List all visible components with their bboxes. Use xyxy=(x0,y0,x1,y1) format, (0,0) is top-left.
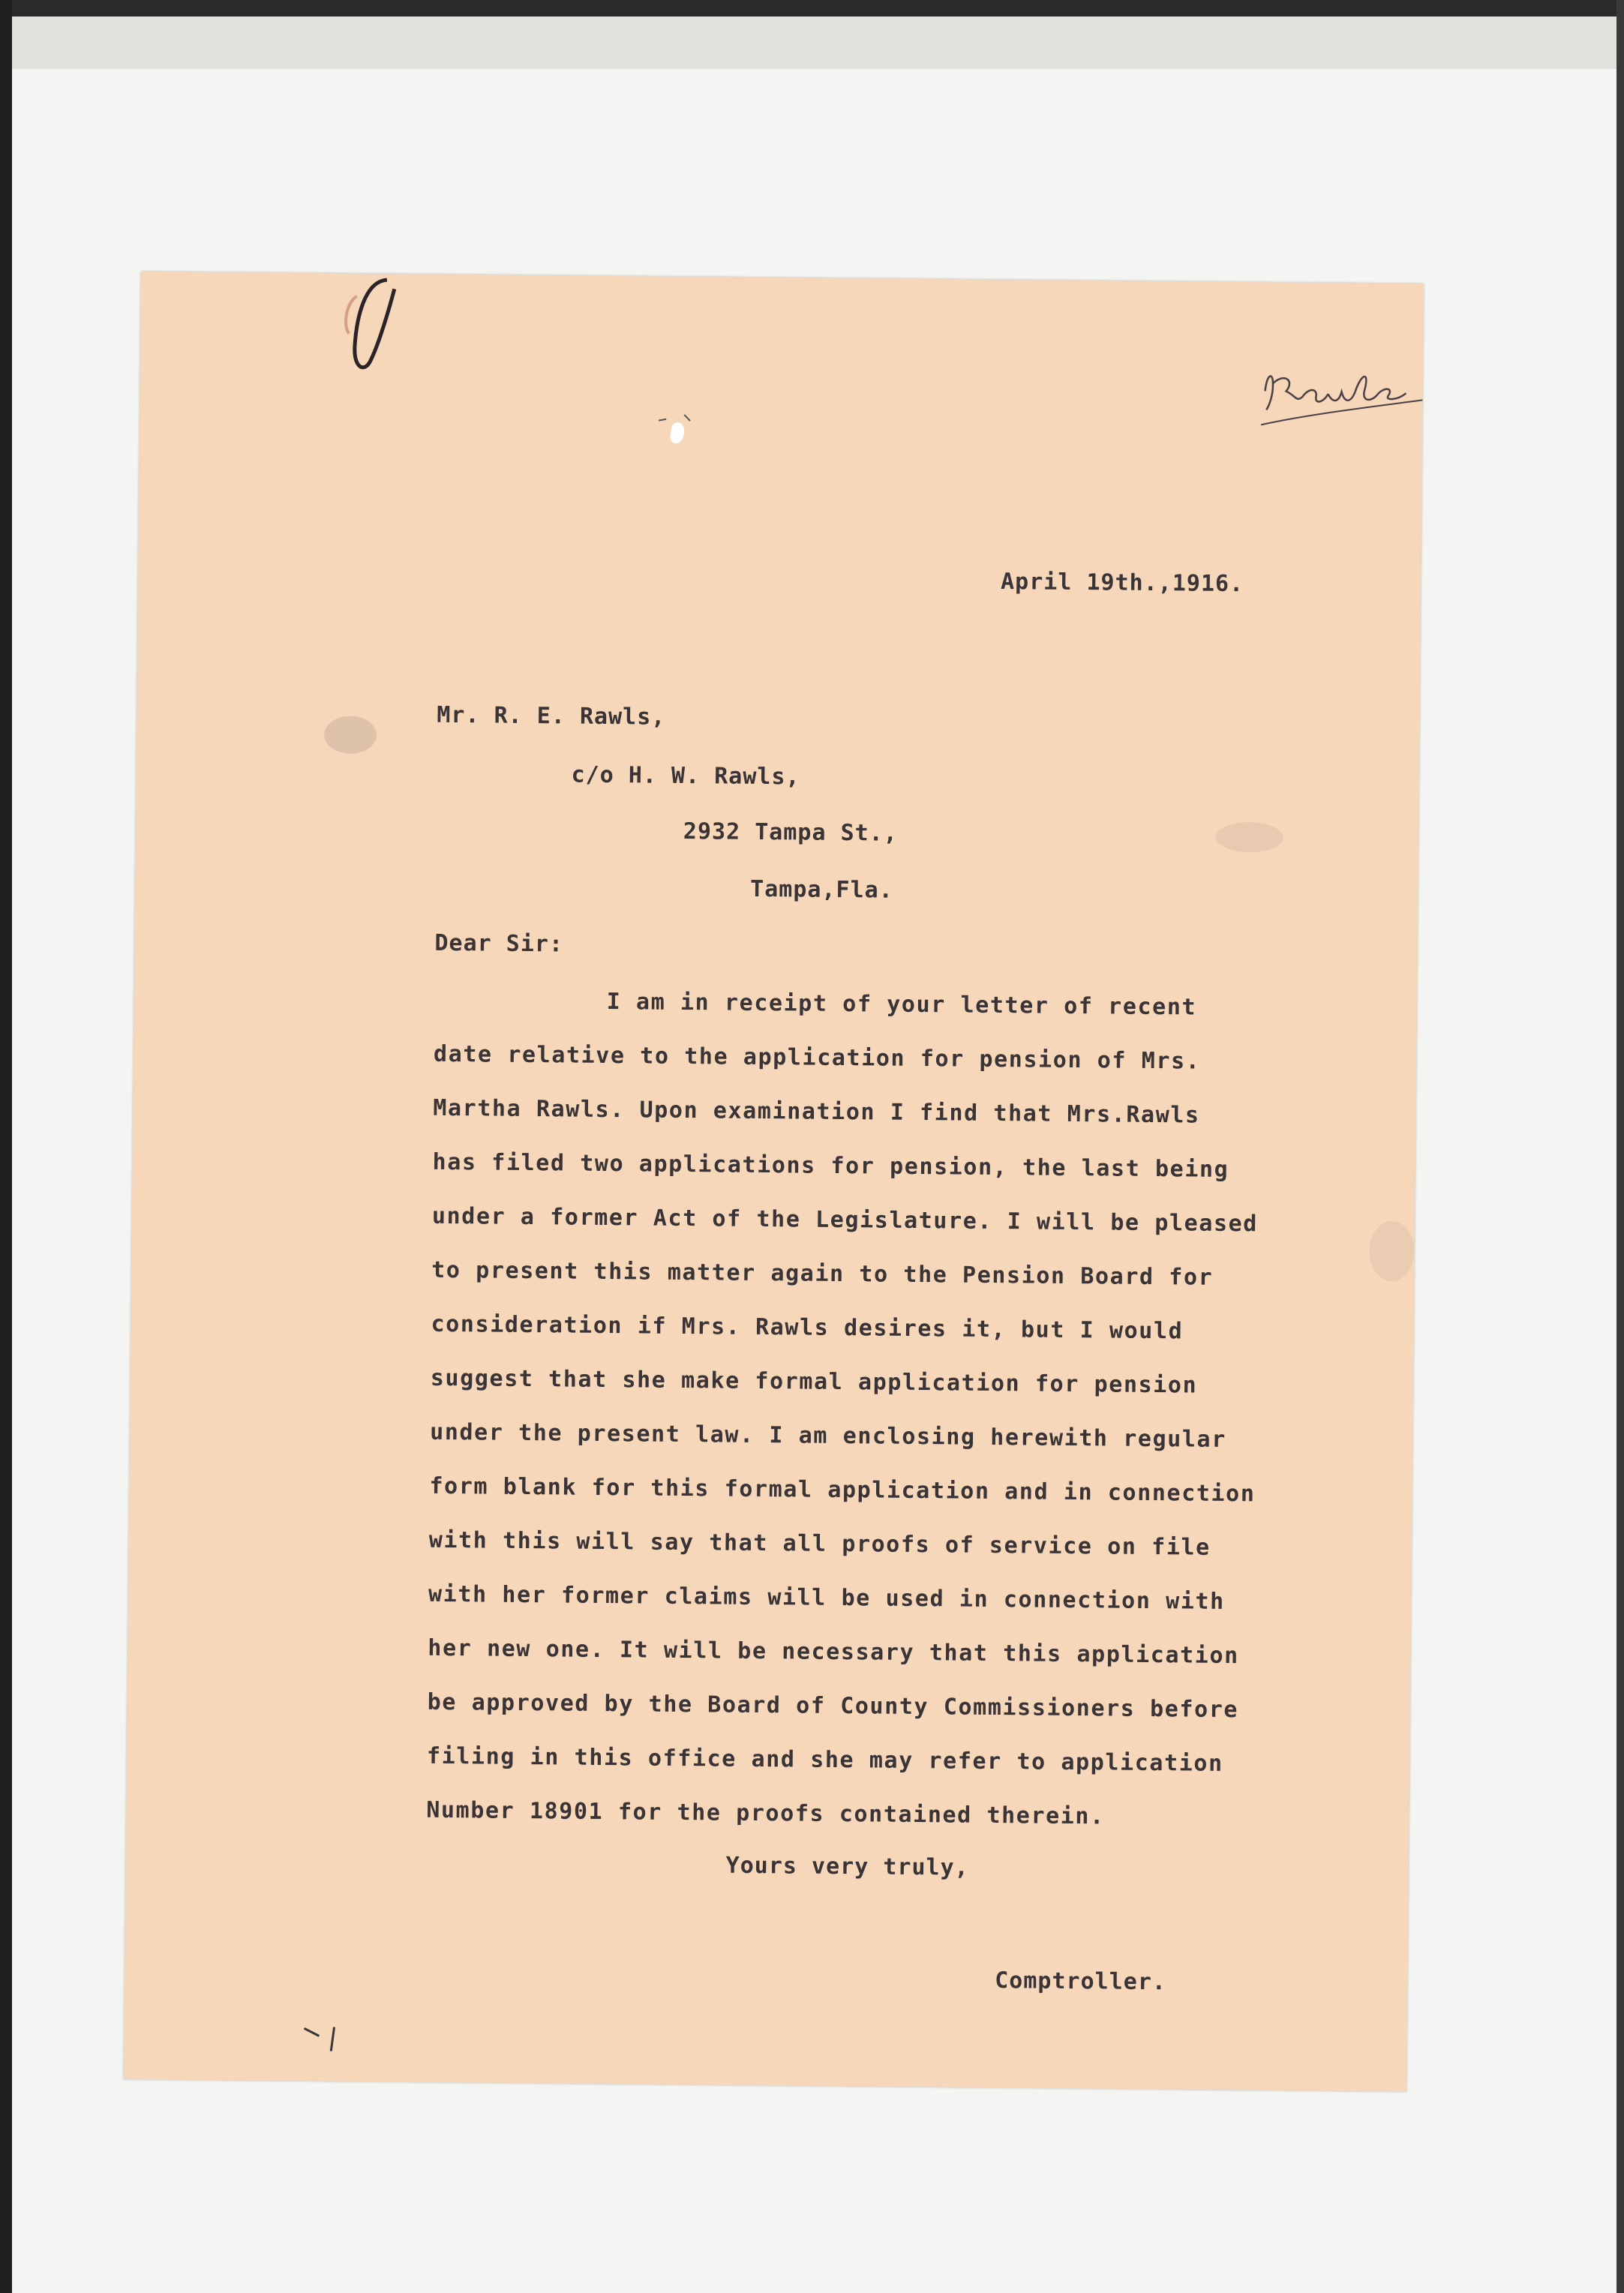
body-line: with this will say that all proofs of service on file xyxy=(428,1526,1211,1561)
closing: Yours very truly, xyxy=(725,1852,969,1881)
body-line: be approved by the Board of County Commissioners before xyxy=(427,1688,1239,1724)
scanner-bed-edge xyxy=(12,17,1616,69)
body-line: I am in receipt of your letter of recent xyxy=(606,989,1197,1021)
body-line: Martha Rawls. Upon examination I find that Mrs.Rawls xyxy=(433,1094,1200,1129)
body-line: form blank for this formal application and in connection xyxy=(429,1472,1256,1508)
body-line: has filed two applications for pension, the last being xyxy=(432,1148,1229,1183)
body-line: Number 18901 for the proofs contained therein. xyxy=(426,1796,1105,1830)
torn-hole-icon xyxy=(650,410,710,456)
body-line: suggest that she make formal application for pension xyxy=(430,1364,1198,1399)
scanner-right-edge xyxy=(1616,0,1624,2293)
body-line: consideration if Mrs. Rawls desires it, but I would xyxy=(431,1310,1184,1345)
ink-smudge xyxy=(1369,1221,1415,1282)
body-line: filing in this office and she may refer to application xyxy=(426,1742,1223,1777)
body-line: under the present law. I am enclosing herewith regular xyxy=(429,1418,1227,1453)
signer-title: Comptroller. xyxy=(995,1967,1167,1996)
ink-smudge xyxy=(1216,822,1283,853)
body-line: with her former claims will be used in connection with xyxy=(428,1580,1225,1615)
body-line: her new one. It will be necessary that this application xyxy=(428,1634,1239,1670)
pencil-mark-icon xyxy=(296,2021,356,2059)
letter-page xyxy=(124,272,1424,2091)
recipient-street: 2932 Tampa St., xyxy=(683,818,898,847)
salutation: Dear Sir: xyxy=(434,929,564,958)
ink-smudge xyxy=(324,716,377,754)
recipient-city: Tampa,Fla. xyxy=(749,875,893,904)
recipient-care-of: c/o H. W. Rawls, xyxy=(571,761,800,791)
letter-date: April 19th.,1916. xyxy=(1000,569,1244,598)
body-line: date relative to the application for pension of Mrs. xyxy=(433,1040,1201,1075)
scanner-top-edge xyxy=(0,0,1624,17)
scanner-left-edge xyxy=(0,0,12,2293)
body-line: under a former Act of the Legislature. I will be pleased xyxy=(431,1202,1259,1238)
body-line: to present this matter again to the Pension Board for xyxy=(431,1256,1214,1291)
handwritten-annotation-rawls xyxy=(1250,350,1430,434)
paper-clip-icon xyxy=(334,273,417,379)
recipient-name: Mr. R. E. Rawls, xyxy=(437,701,666,731)
